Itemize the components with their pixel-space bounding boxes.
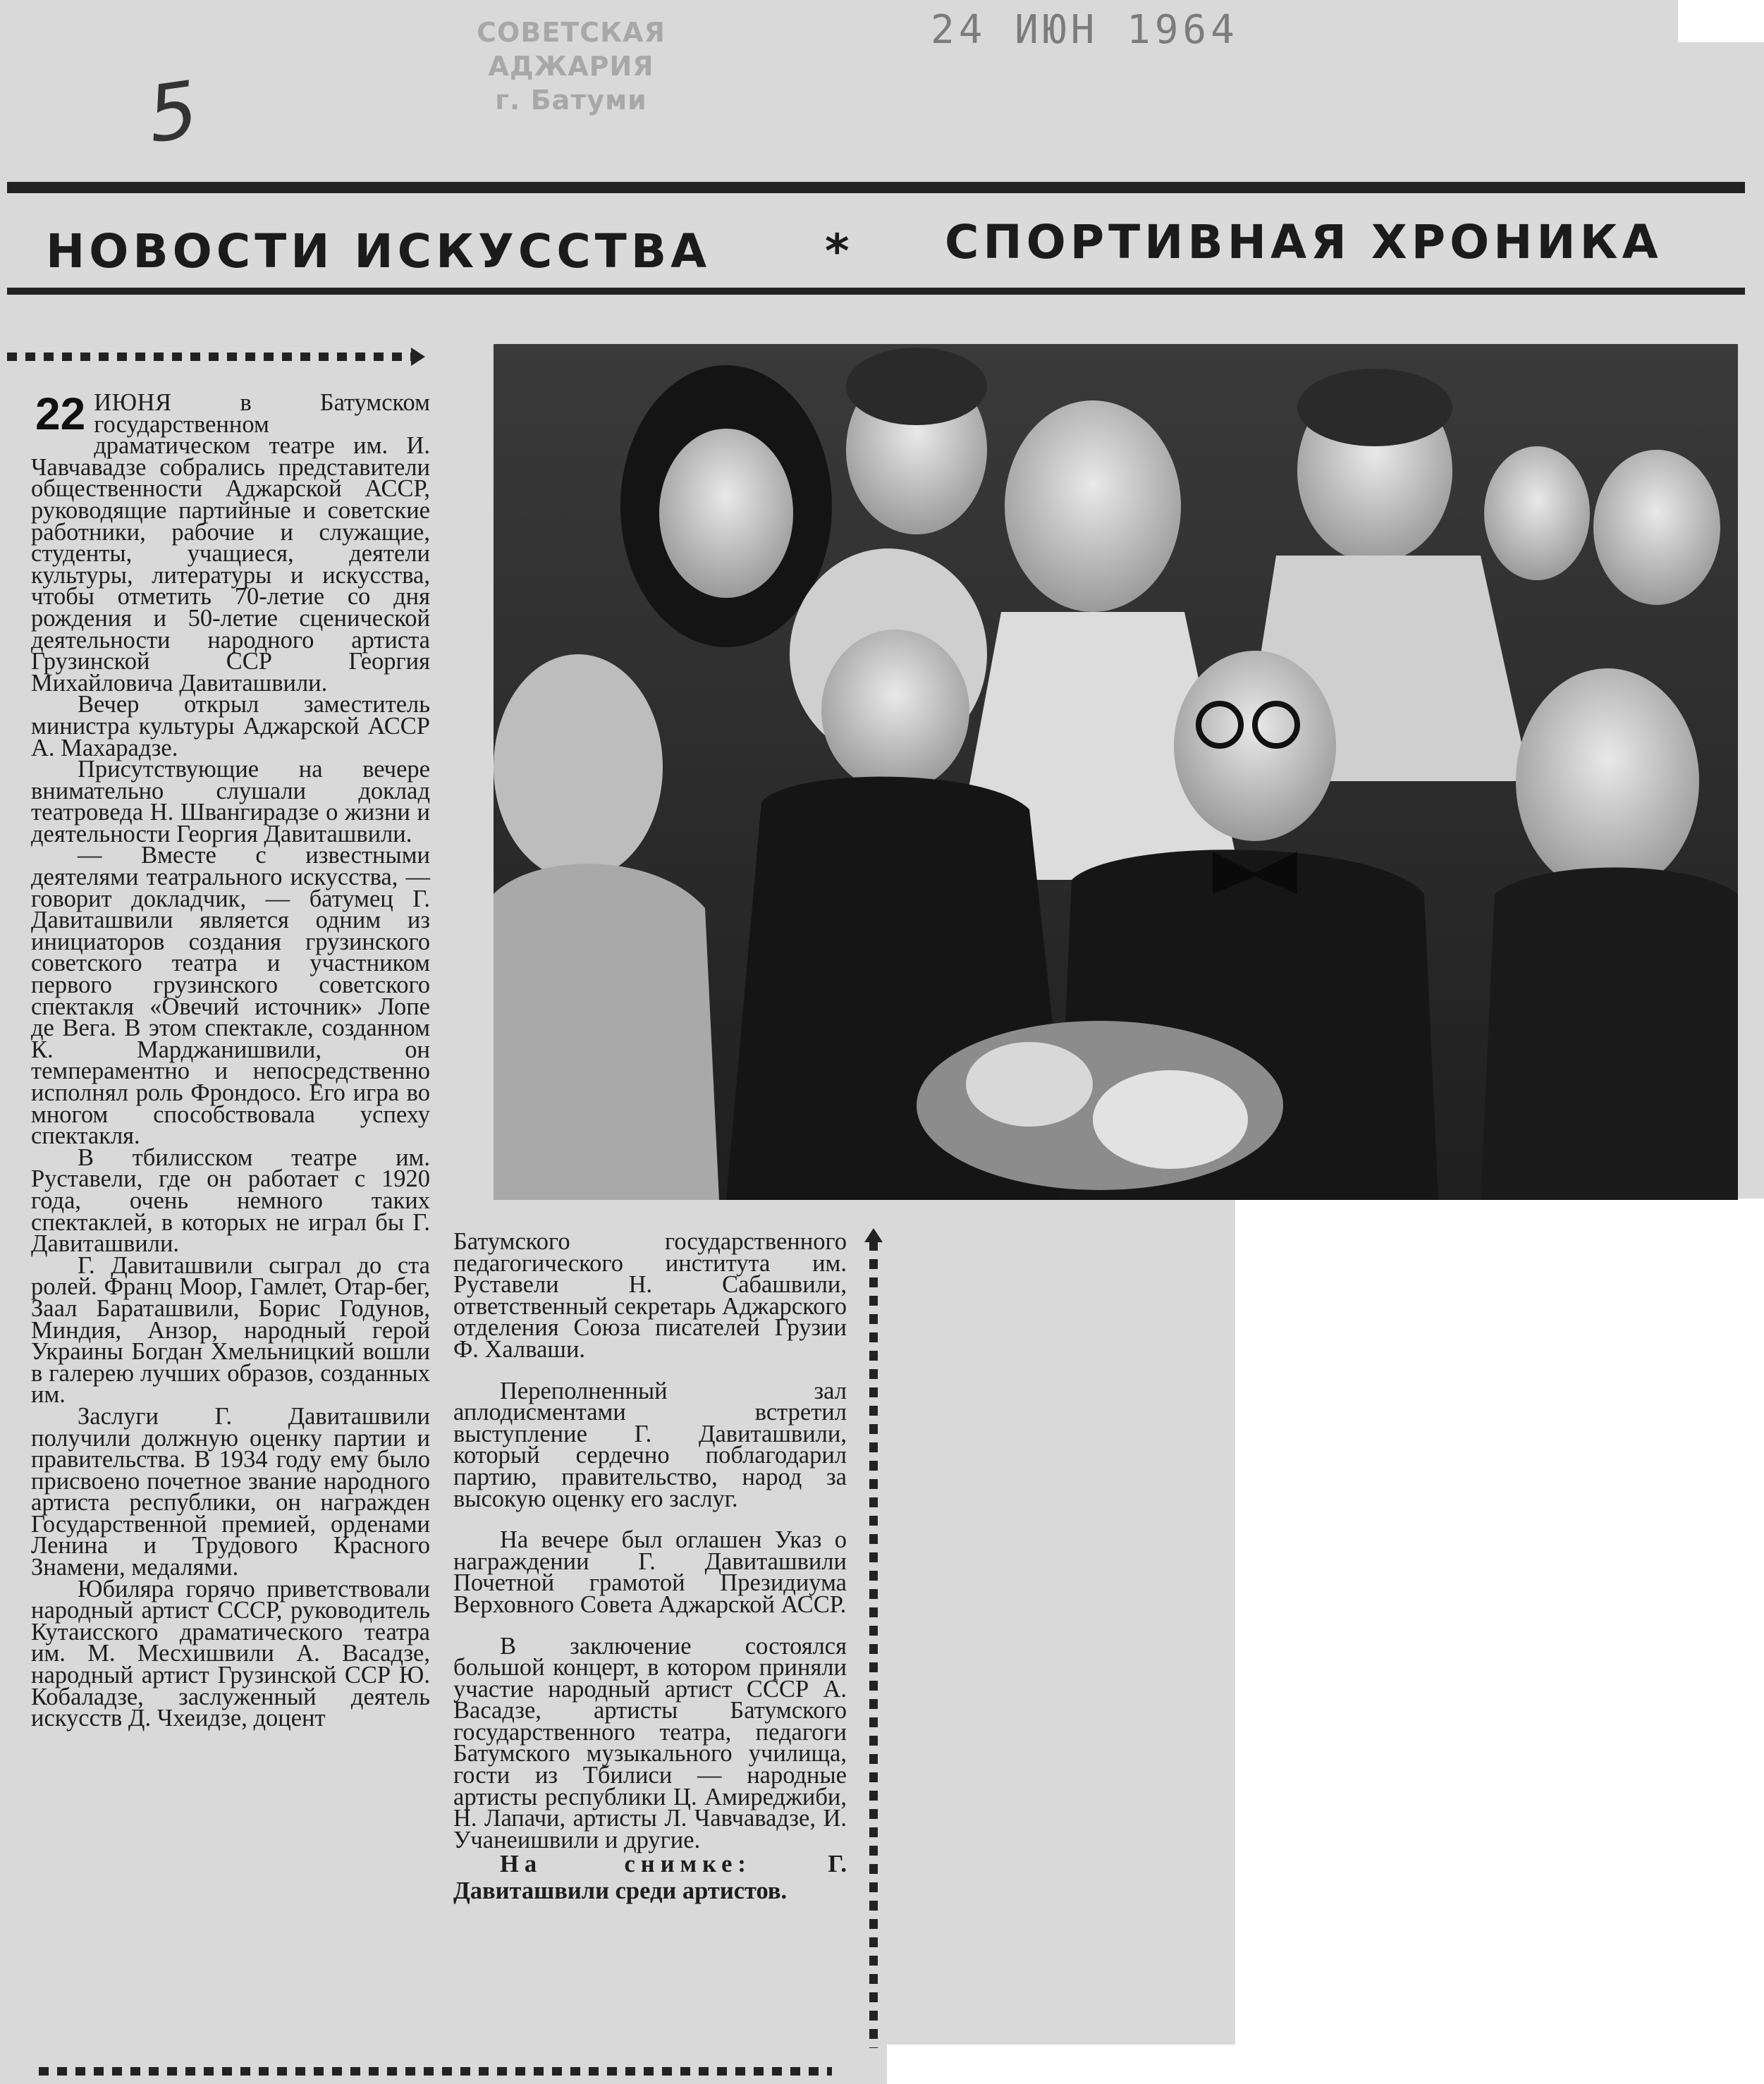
archive-stamp — [416, 16, 726, 117]
lead-text: в Батумском государственном драматическом театре им. И. Чавчавадзе собрались представители общественности Аджарской АССР, руководящие партийные и советские работники, рабочие и служащие, студенты, учащиеся, деятели культуры, литературы и искусства, чтобы отметить 70-летие со дня рождения и 50-летие сценической деятельности народного артиста Грузинской ССР Георгия Михайловича Давиташвили. — [31, 389, 430, 697]
stamp-city: г. Батуми — [495, 85, 647, 116]
paragraph: На вечере был оглашен Указ о награждении Г. Давиташвили Почетной грамотой Президиума Верховного Совета Аджарской АССР. — [453, 1526, 847, 1618]
dashed-rule-side — [869, 1241, 878, 2048]
paragraph: Заслуги Г. Давиташвили получили должную оценку партии и правительства. В 1934 году ему было присвоено почетное звание народного артиста республики, он награжден Государственной премией, орденами Ленина и Трудового Красного Знамени, медалями. — [31, 1402, 430, 1581]
paragraph: В заключение состоялся большой концерт, в котором приняли участие народный артист СССР А. Васадзе, артисты Батумского государственного театра, педагоги Батумского музыкального училища, гости из Тбилиси — народные артисты республики Ц. Амиреджиби, Н. Лапачи, артисты Л. Чавчавадзе, И. Учанеишвили и другие. — [453, 1632, 847, 1853]
header-separator: * — [825, 224, 850, 278]
clipping-corner-cut — [1678, 0, 1764, 42]
section-title-arts: НОВОСТИ ИСКУССТВА — [46, 224, 711, 278]
paragraph: Батумского государственного педагогического института им. Руставели Н. Сабашвили, ответственный секретарь Аджарского отделения Союза писателей Грузии Ф. Халваши. — [453, 1228, 847, 1363]
clipping-cutout-area — [1235, 1199, 1764, 2084]
drop-number: 22 — [35, 388, 86, 439]
arrow-right-icon — [411, 348, 425, 366]
photo-caption — [453, 1851, 847, 1904]
stamp-date: 24 ИЮН 1964 — [931, 7, 1239, 53]
paragraph: Вечер открыл заместитель министра культуры Аджарской АССР А. Махарадзе. — [31, 691, 430, 761]
lead-paragraph — [31, 388, 430, 697]
lead-word: ИЮНЯ — [94, 389, 172, 416]
arrow-up-icon — [864, 1228, 883, 1242]
paragraph: Переполненный зал аплодисментами встретил выступление Г. Давиташвили, который сердечно поблагодарил партию, правительство, народ за высокую оценку его заслуг. — [453, 1377, 847, 1512]
clipping-cutout-bottom — [887, 2045, 1764, 2084]
news-photo — [494, 344, 1738, 1200]
section-title-sports: СПОРТИВНАЯ ХРОНИКА — [945, 215, 1662, 269]
paragraph: В тбилисском театре им. Руставели, где он работает с 1920 года, очень немного таких спектаклей, в которых не играл бы Г. Давиташвили. — [31, 1144, 430, 1258]
stamp-publication: СОВЕТСКАЯ АДЖАРИЯ — [477, 17, 666, 82]
paragraph: Юбиляра горячо приветствовали народный артист СССР, руководитель Кутаисского драматического театра им. М. Месхишвили А. Васадзе, народный артист Грузинской ССР Ю. Кобаладзе, заслуженный деятель искусств Д. Чхеидзе, доцент — [31, 1575, 430, 1732]
article-column-right — [453, 1228, 847, 1905]
handwritten-page-number: 5 — [142, 63, 204, 161]
caption-text: Г. Давиташвили среди артистов. — [453, 1851, 847, 1905]
paragraph: — Вместе с известными деятелями театрального искусства, — говорит докладчик, — батумец Г. Давиташвили является одним из инициаторов создания грузинского советского театра и участником первого грузинского советского спектакля «Овечий источник» Лопе де Вега. В этом спектакле, созданном К. Марджанишвили, он темпераментно и непосредственно исполнял роль Фрондосо. Его игра во многом способствовала успеху спектакля. — [31, 842, 430, 1150]
photo-group-of-artists — [494, 344, 1738, 1200]
dashed-rule-top — [7, 353, 412, 361]
caption-label: На снимке: — [500, 1851, 752, 1878]
article-column-left — [31, 388, 430, 1732]
paragraph: Г. Давиташвили сыграл до ста ролей. Франц Моор, Гамлет, Отар-бег, Заал Бараташвили, Борис Годунов, Миндия, Анзор, народный герой Украины Богдан Хмельницкий вошли в галерею лучших образов, созданных им. — [31, 1251, 430, 1409]
paragraph: Присутствующие на вечере внимательно слушали доклад театроведа Н. Швангирадзе о жизни и деятельности Георгия Давиташвили. — [31, 756, 430, 847]
dashed-rule-bottom — [39, 2067, 832, 2076]
